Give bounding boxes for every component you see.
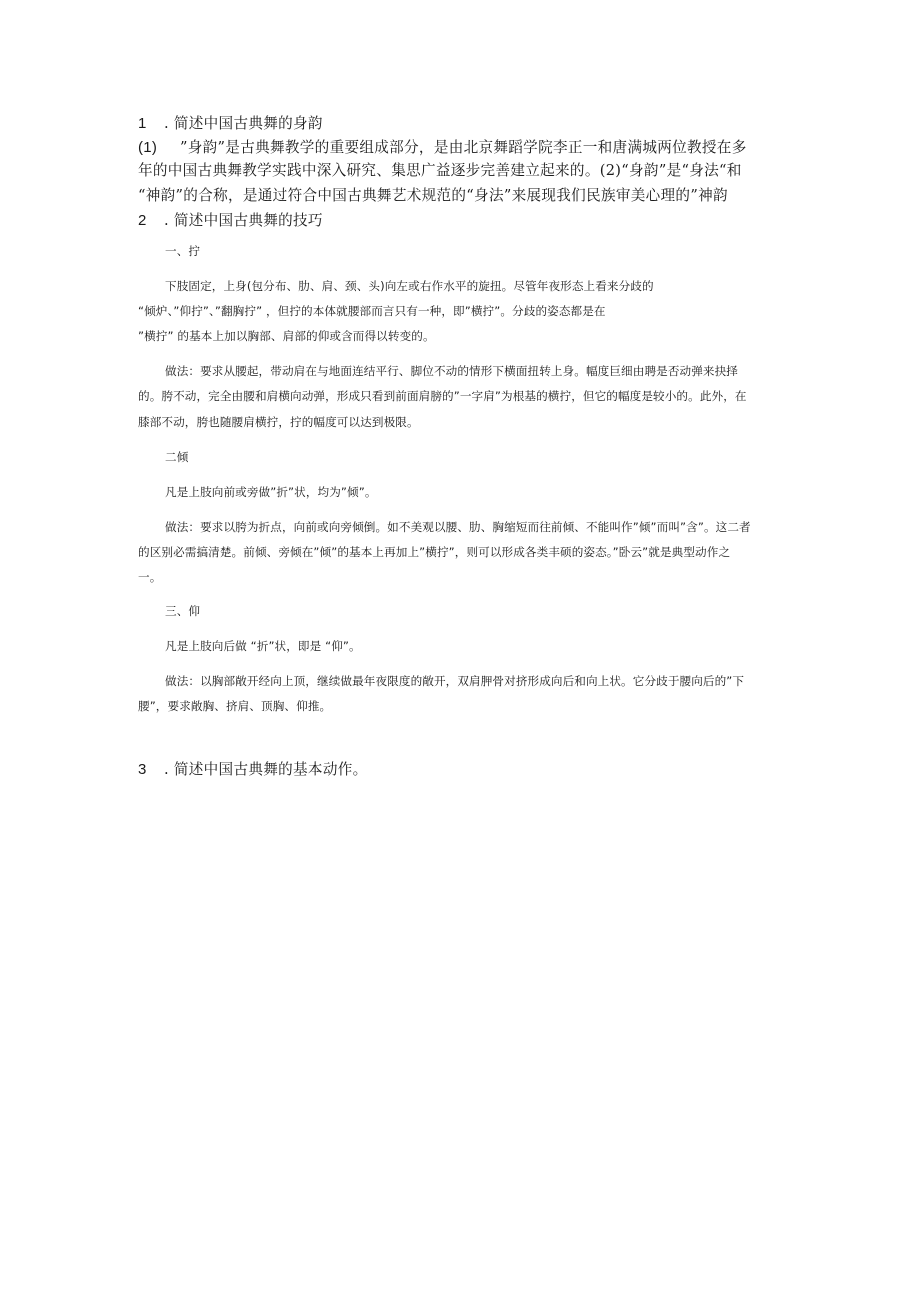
ning-method-line-1: 做法：要求从腰起，带动肩在与地面连结平行、脚位不动的情形下横面扭转上身。幅度巨细由聘是否动弹来抉择 <box>165 364 738 378</box>
q2-title: . 简述中国古典舞的技巧 <box>164 212 323 229</box>
q1-label-1: (1) <box>138 139 158 156</box>
q1-title: . 简述中国古典舞的身韵 <box>164 115 323 132</box>
q3-number: 3 <box>138 761 147 778</box>
q3-heading <box>138 762 368 778</box>
ning-paragraph-1-line-2: “倾炉、”仰拧”、”翻胸拧” ，但拧的本体就腰部而言只有一种，即”横拧”。分歧的姿态都是在 <box>138 304 606 318</box>
qing-method-line-3: 一。 <box>138 570 162 584</box>
qing-definition: 凡是上肢向前或旁做”折”状，均为”倾”。 <box>165 485 377 499</box>
q1-answer-line-2: 年的中国古典舞教学实践中深入研究、集思广益逐步完善建立起来的。(2)“身韵”是“身法“和 <box>138 162 742 179</box>
q1-answer-line-3: “神韵”的合称，是通过符合中国古典舞艺术规范的“身法”来展现我们民族审美心理的”神韵 <box>138 187 728 204</box>
yang-method-line-2: 腰”，要求敞胸、挤肩、顶胸、仰推。 <box>138 699 332 713</box>
section-heading-ning: 一、拧 <box>165 244 201 258</box>
section-heading-qing: 二倾 <box>165 450 189 464</box>
qing-method-line-2: 的区别必需搞清楚。前倾、旁倾在”倾”的基本上再加上”横拧”，则可以形成各类丰硕的姿态。”卧云”就是典型动作之 <box>138 545 731 559</box>
ning-method-line-3: 膝部不动，胯也随腰肩横拧，拧的幅度可以达到极限。 <box>138 415 419 429</box>
yang-definition: 凡是上肢向后做 “折”状，即是 “仰”。 <box>165 639 361 653</box>
ning-paragraph-1-line-1: 下肢固定，上身(包分布、肋、肩、颈、头)向左或右作水平的旋扭。尽管年夜形态上看来分歧的 <box>165 279 654 293</box>
ning-method-line-2: 的。胯不动，完全由腰和肩横向动弹，形成只看到前面肩膀的”一字肩”为根基的横拧，但它的幅度是较小的。此外，在 <box>138 389 747 403</box>
qing-method-line-1: 做法：要求以胯为折点，向前或向旁倾倒。如不美观以腰、肋、胸缩短而往前倾、不能叫作”倾”而叫”含”。这二者 <box>165 520 751 534</box>
section-heading-yang: 三、仰 <box>165 604 201 618</box>
q1-answer-line-1 <box>138 140 747 156</box>
q2-number: 2 <box>138 212 147 229</box>
q1-heading <box>138 116 323 132</box>
q2-heading <box>138 213 323 229</box>
q1-line1-text: ”身韵”是古典舞教学的重要组成部分，是由北京舞蹈学院李正一和唐满城两位教授在多 <box>180 139 747 156</box>
yang-method-line-1: 做法：以胸部敞开经向上顶，继续做最年夜限度的敞开，双肩胛骨对挤形成向后和向上状。它分歧于腰向后的”下 <box>165 674 745 688</box>
q3-title: . 简述中国古典舞的基本动作。 <box>164 761 368 778</box>
ning-paragraph-1-line-3: ”横拧” 的基本上加以胸部、肩部的仰或含而得以转变的。 <box>138 329 435 343</box>
q1-number: 1 <box>138 115 147 132</box>
